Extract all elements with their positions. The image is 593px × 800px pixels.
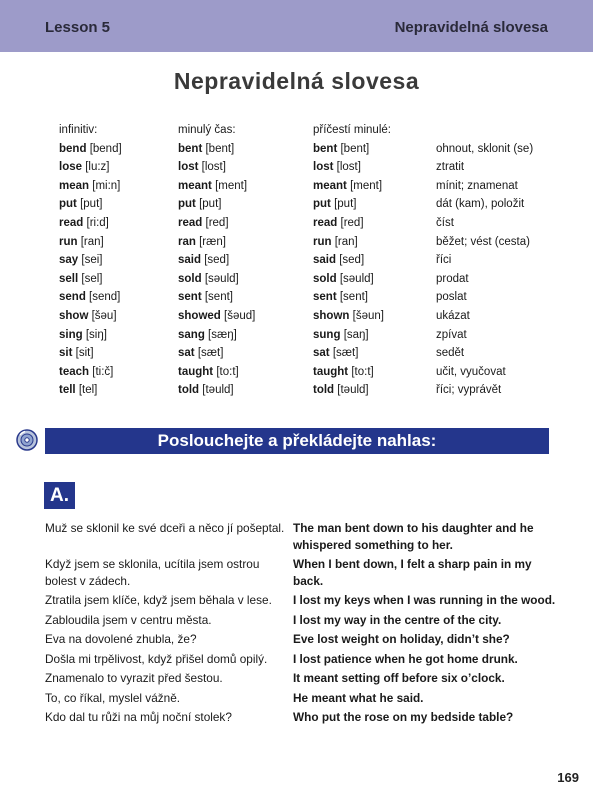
past-participle-pronunciation: [səuld] — [339, 272, 374, 285]
czech-meaning: zpívat — [436, 328, 467, 341]
infinitive-cell — [59, 140, 122, 159]
infinitive-word: mean — [59, 179, 90, 192]
infinitive-word: lose — [59, 161, 83, 174]
exercise-item — [45, 651, 565, 668]
past-tense-word: taught — [178, 365, 214, 378]
infinitive-pronunciation: [ri:d] — [86, 216, 109, 229]
czech-meaning: ztratit — [436, 161, 465, 174]
header-past: minulý čas: — [178, 124, 236, 136]
infinitive-cell — [59, 381, 97, 400]
past-participle-word: meant — [313, 179, 347, 192]
past-tense-word: sat — [178, 347, 195, 360]
infinitive-cell — [59, 195, 102, 214]
infinitive-pronunciation: [ran] — [80, 235, 104, 248]
past-participle-cell — [313, 307, 384, 326]
infinitive-word: teach — [59, 365, 90, 378]
past-participle-cell — [313, 177, 382, 196]
czech-meaning: dát (kam), položit — [436, 198, 525, 211]
infinitive-word: run — [59, 235, 78, 248]
past-tense-pronunciation: [səuld] — [204, 272, 239, 285]
infinitive-cell — [59, 326, 107, 345]
infinitive-word: say — [59, 254, 79, 267]
czech-meaning: poslat — [436, 291, 467, 304]
past-participle-pronunciation: [sed] — [339, 254, 365, 267]
listen-translate-banner: Poslouchejte a překládejte nahlas: — [45, 428, 549, 454]
past-participle-word: told — [313, 384, 335, 397]
past-tense-word: said — [178, 254, 202, 267]
exercise-item — [45, 520, 565, 553]
english-sentence: When I bent down, I felt a sharp pain in my back. — [293, 557, 532, 588]
infinitive-cell — [59, 214, 109, 233]
past-participle-word: put — [313, 198, 331, 211]
past-participle-pronunciation: [put] — [334, 198, 357, 211]
czech-meaning: mínit; znamenat — [436, 179, 518, 192]
czech-sentence: Ztratila jsem klíče, když jsem běhala v lese. — [45, 593, 272, 607]
past-tense-cell — [178, 214, 229, 233]
page-title: Nepravidelná slovesa — [173, 68, 420, 94]
past-tense-word: lost — [178, 161, 199, 174]
header-past-participle: příčestí minulé: — [313, 124, 391, 136]
czech-meaning: říci — [436, 254, 452, 267]
czech-meaning: číst — [436, 216, 454, 229]
czech-sentence: Došla mi trpělivost, když přišel domů opilý. — [45, 651, 268, 666]
infinitive-cell — [59, 363, 113, 382]
section-a-label: A. — [44, 482, 75, 509]
page-header — [0, 0, 593, 52]
czech-sentence: Muž se sklonil ke své dceři a něco jí pošeptal. — [45, 521, 285, 535]
past-tense-pronunciation: [sæŋ] — [208, 328, 237, 341]
english-sentence: I lost my way in the centre of the city. — [293, 612, 502, 627]
infinitive-cell — [59, 158, 110, 177]
infinitive-cell — [59, 288, 120, 307]
past-participle-cell — [313, 288, 368, 307]
past-tense-pronunciation: [təuld] — [202, 384, 234, 397]
english-sentence: The man bent down to his daughter and he whispered something to her. — [293, 521, 534, 552]
czech-sentence: Znamenalo to vyrazit před šestou. — [45, 671, 223, 685]
czech-sentence: Zabloudila jsem v centru města. — [45, 612, 212, 627]
exercise-item — [45, 592, 565, 609]
infinitive-pronunciation: [sei] — [81, 254, 103, 267]
past-participle-cell — [313, 381, 369, 400]
past-tense-word: meant — [178, 179, 212, 192]
past-tense-pronunciation: [put] — [199, 198, 222, 211]
infinitive-pronunciation: [sel] — [81, 272, 103, 285]
header-infinitive: infinitiv: — [59, 124, 98, 136]
past-tense-word: told — [178, 384, 200, 397]
infinitive-pronunciation: [sit] — [75, 347, 94, 360]
past-tense-word: put — [178, 198, 196, 211]
czech-sentence: Eva na dovolené zhubla, že? — [45, 632, 197, 646]
past-participle-cell — [313, 363, 374, 382]
past-tense-pronunciation: [bent] — [205, 142, 235, 155]
past-participle-cell — [313, 326, 369, 345]
past-participle-word: read — [313, 216, 338, 229]
past-tense-cell — [178, 177, 247, 196]
english-sentence: Who put the rose on my bedside table? — [293, 710, 514, 724]
infinitive-pronunciation: [šəu] — [91, 309, 117, 322]
past-participle-pronunciation: [ran] — [334, 235, 358, 248]
infinitive-pronunciation: [lu:z] — [85, 161, 110, 174]
past-tense-cell — [178, 307, 255, 326]
english-sentence: It meant setting off before six o’clock. — [293, 671, 505, 685]
past-tense-cell — [178, 288, 233, 307]
exercise-item — [45, 556, 565, 589]
exercise-item — [45, 631, 565, 648]
past-tense-cell — [178, 326, 237, 345]
past-tense-cell — [178, 363, 239, 382]
past-participle-cell — [313, 195, 356, 214]
past-tense-word: sold — [178, 272, 202, 285]
past-participle-pronunciation: [bent] — [340, 142, 370, 155]
past-tense-pronunciation: [red] — [205, 216, 229, 229]
infinitive-word: show — [59, 309, 89, 322]
header-topic: Nepravidelná slovesa — [394, 19, 548, 36]
past-tense-pronunciation: [to:t] — [216, 365, 239, 378]
past-tense-word: sang — [178, 328, 205, 341]
czech-meaning: říci; vyprávět — [436, 384, 502, 397]
past-tense-cell — [178, 270, 239, 289]
past-tense-word: ran — [178, 235, 196, 248]
past-participle-pronunciation: [sæt] — [332, 347, 359, 360]
cd-icon[interactable] — [16, 429, 38, 451]
past-participle-word: bent — [313, 142, 338, 155]
past-participle-word: sat — [313, 347, 330, 360]
past-participle-word: said — [313, 254, 337, 267]
past-tense-cell — [178, 140, 234, 159]
exercise-item — [45, 612, 565, 629]
exercise-item — [45, 670, 565, 687]
exercise-list — [45, 520, 565, 729]
past-tense-pronunciation: [sæt] — [197, 347, 224, 360]
lesson-label: Lesson 5 — [45, 19, 111, 36]
infinitive-word: bend — [59, 142, 87, 155]
infinitive-pronunciation: [ti:č] — [92, 365, 114, 378]
past-tense-pronunciation: [lost] — [201, 161, 226, 174]
english-sentence: Eve lost weight on holiday, didn’t she? — [293, 632, 510, 646]
past-participle-word: run — [313, 235, 332, 248]
past-participle-cell — [313, 214, 364, 233]
past-tense-cell — [178, 233, 226, 252]
past-tense-word: bent — [178, 142, 203, 155]
english-sentence: I lost patience when he got home drunk. — [293, 651, 518, 666]
past-participle-cell — [313, 270, 374, 289]
past-tense-word: read — [178, 216, 203, 229]
past-participle-cell — [313, 158, 361, 177]
infinitive-cell — [59, 344, 94, 363]
infinitive-cell — [59, 233, 104, 252]
czech-meaning: běžet; vést (cesta) — [436, 235, 530, 248]
past-participle-pronunciation: [šəun] — [352, 309, 384, 322]
past-participle-cell — [313, 251, 364, 270]
infinitive-pronunciation: [mi:n] — [92, 179, 121, 192]
past-tense-cell — [178, 251, 229, 270]
past-participle-pronunciation: [to:t] — [351, 365, 374, 378]
czech-meaning: sedět — [436, 347, 465, 360]
past-tense-pronunciation: [sent] — [204, 291, 233, 304]
infinitive-cell — [59, 307, 117, 326]
page-number: 169 — [557, 770, 579, 785]
infinitive-cell — [59, 251, 102, 270]
past-participle-cell — [313, 140, 369, 159]
infinitive-pronunciation: [put] — [80, 198, 103, 211]
past-tense-cell — [178, 195, 221, 214]
infinitive-word: put — [59, 198, 77, 211]
english-sentence: He meant what he said. — [293, 690, 424, 705]
past-participle-word: sold — [313, 272, 337, 285]
infinitive-word: tell — [59, 384, 76, 397]
past-tense-pronunciation: [ræn] — [199, 235, 226, 248]
infinitive-word: sing — [59, 328, 83, 341]
infinitive-pronunciation: [tel] — [78, 384, 98, 397]
past-participle-pronunciation: [saŋ] — [343, 328, 369, 341]
past-tense-pronunciation: [šəud] — [224, 309, 256, 322]
past-participle-word: shown — [313, 309, 350, 322]
czech-sentence: Když jsem se sklonila, ucítila jsem ostrou bolest v zádech. — [45, 557, 260, 588]
past-tense-word: sent — [178, 291, 202, 304]
past-tense-cell — [178, 381, 234, 400]
past-participle-cell — [313, 344, 358, 363]
infinitive-word: sell — [59, 272, 79, 285]
czech-sentence: To, co říkal, myslel vážně. — [45, 690, 181, 705]
past-participle-pronunciation: [təuld] — [337, 384, 369, 397]
exercise-item — [45, 690, 565, 707]
infinitive-pronunciation: [siŋ] — [85, 328, 107, 341]
infinitive-cell — [59, 177, 120, 196]
czech-meaning: ukázat — [436, 309, 470, 322]
past-participle-pronunciation: [sent] — [339, 291, 368, 304]
english-sentence: I lost my keys when I was running in the wood. — [293, 593, 556, 607]
czech-meaning: ohnout, sklonit (se) — [436, 142, 534, 155]
past-participle-word: sent — [313, 291, 337, 304]
exercise-item — [45, 709, 565, 726]
past-tense-cell — [178, 158, 226, 177]
czech-meaning: prodat — [436, 272, 469, 285]
infinitive-word: read — [59, 216, 84, 229]
past-tense-cell — [178, 344, 223, 363]
czech-meaning: učit, vyučovat — [436, 365, 506, 378]
past-tense-word: showed — [178, 309, 221, 322]
past-participle-word: taught — [313, 365, 349, 378]
infinitive-pronunciation: [send] — [89, 291, 121, 304]
czech-sentence: Kdo dal tu růži na můj noční stolek? — [45, 710, 232, 724]
past-tense-pronunciation: [ment] — [215, 179, 248, 192]
infinitive-word: send — [59, 291, 86, 304]
past-participle-word: sung — [313, 328, 341, 341]
infinitive-word: sit — [59, 347, 73, 360]
past-participle-pronunciation: [red] — [340, 216, 364, 229]
past-participle-word: lost — [313, 161, 334, 174]
past-tense-pronunciation: [sed] — [204, 254, 230, 267]
infinitive-pronunciation: [bend] — [89, 142, 122, 155]
past-participle-pronunciation: [lost] — [336, 161, 361, 174]
infinitive-cell — [59, 270, 102, 289]
past-participle-cell — [313, 233, 358, 252]
past-participle-pronunciation: [ment] — [350, 179, 383, 192]
